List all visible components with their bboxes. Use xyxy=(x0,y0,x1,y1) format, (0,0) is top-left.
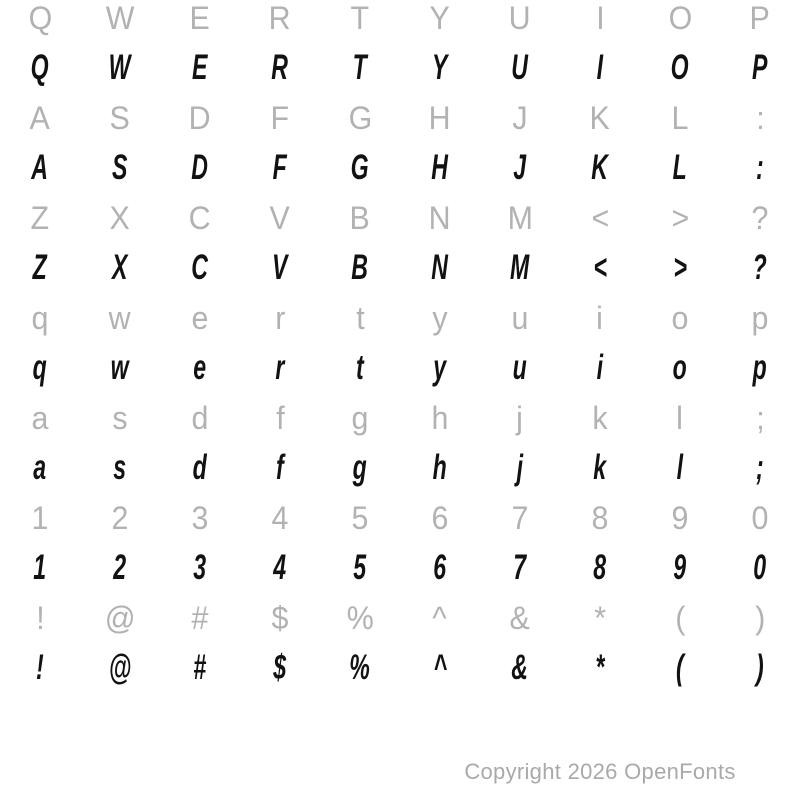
glyph: % xyxy=(349,648,371,687)
glyph-cell xyxy=(0,643,80,700)
glyph: u xyxy=(512,348,528,387)
glyph-cell xyxy=(80,443,160,500)
glyph-cell xyxy=(240,393,320,450)
specimen-row-solid xyxy=(0,643,800,693)
glyph-cell xyxy=(480,393,560,450)
glyph: h xyxy=(431,400,449,436)
glyph-cell xyxy=(80,343,160,400)
glyph-cell xyxy=(400,143,480,200)
glyph: 7 xyxy=(513,548,527,587)
glyph: 2 xyxy=(113,548,127,587)
glyph: Q xyxy=(31,48,49,87)
glyph-cell xyxy=(0,93,80,150)
glyph: Z xyxy=(32,248,48,287)
glyph: $ xyxy=(271,600,289,636)
glyph: H xyxy=(431,148,449,187)
glyph: l xyxy=(676,448,684,487)
glyph-cell xyxy=(480,93,560,150)
glyph: T xyxy=(350,0,370,36)
glyph-cell xyxy=(640,193,720,250)
glyph: P xyxy=(749,0,771,36)
glyph-cell xyxy=(720,43,800,100)
glyph-cell xyxy=(160,293,240,350)
glyph-cell xyxy=(720,593,800,650)
glyph: W xyxy=(105,0,135,36)
glyph-cell xyxy=(320,543,400,600)
glyph: i xyxy=(596,300,604,336)
glyph-cell xyxy=(640,93,720,150)
glyph: U xyxy=(509,0,531,36)
glyph-cell xyxy=(0,143,80,200)
glyph: B xyxy=(351,248,369,287)
glyph: # xyxy=(193,648,207,687)
glyph: N xyxy=(431,248,449,287)
glyph-cell xyxy=(720,143,800,200)
glyph: % xyxy=(346,600,374,636)
glyph: F xyxy=(272,148,288,187)
glyph-cell xyxy=(560,143,640,200)
glyph-cell xyxy=(240,543,320,600)
glyph-cell xyxy=(320,593,400,650)
glyph: ) xyxy=(756,648,764,687)
glyph-cell xyxy=(160,93,240,150)
specimen-row-ghost xyxy=(0,493,800,543)
glyph-cell xyxy=(160,343,240,400)
glyph: 9 xyxy=(673,548,687,587)
glyph: d xyxy=(192,448,208,487)
glyph: D xyxy=(189,100,211,136)
glyph: 0 xyxy=(753,548,767,587)
glyph-cell xyxy=(560,543,640,600)
glyph: e xyxy=(193,348,207,387)
glyph-cell xyxy=(560,193,640,250)
glyph-cell xyxy=(160,593,240,650)
glyph: W xyxy=(109,48,131,87)
glyph: w xyxy=(109,300,131,336)
glyph-cell xyxy=(80,493,160,550)
glyph-cell xyxy=(240,643,320,700)
specimen-row-ghost xyxy=(0,293,800,343)
specimen-row-solid xyxy=(0,343,800,393)
specimen-row-ghost xyxy=(0,93,800,143)
glyph-cell xyxy=(560,493,640,550)
glyph-cell xyxy=(640,293,720,350)
glyph: Z xyxy=(30,200,50,236)
glyph: S xyxy=(112,148,128,187)
glyph: X xyxy=(112,248,128,287)
glyph: J xyxy=(513,148,527,187)
glyph-cell xyxy=(80,93,160,150)
glyph-cell xyxy=(480,43,560,100)
glyph: L xyxy=(671,100,689,136)
specimen-row-solid xyxy=(0,443,800,493)
glyph: p xyxy=(752,348,768,387)
glyph: 7 xyxy=(511,500,529,536)
glyph-cell xyxy=(400,293,480,350)
glyph-cell xyxy=(0,193,80,250)
glyph: Q xyxy=(28,0,52,36)
glyph-cell xyxy=(160,143,240,200)
glyph-cell xyxy=(560,393,640,450)
glyph: A xyxy=(29,100,51,136)
glyph: y xyxy=(433,348,447,387)
glyph-cell xyxy=(320,93,400,150)
glyph: o xyxy=(672,348,688,387)
glyph-cell xyxy=(480,343,560,400)
glyph: M xyxy=(507,200,533,236)
glyph: 0 xyxy=(751,500,769,536)
glyph: * xyxy=(595,648,605,687)
glyph-cell xyxy=(560,293,640,350)
glyph-cell xyxy=(480,243,560,300)
specimen-row-ghost xyxy=(0,193,800,243)
glyph-cell xyxy=(720,493,800,550)
glyph: Y xyxy=(429,0,451,36)
glyph: & xyxy=(511,648,529,687)
glyph: J xyxy=(512,100,528,136)
glyph: 6 xyxy=(433,548,447,587)
glyph: ! xyxy=(36,648,44,687)
glyph-cell xyxy=(480,593,560,650)
glyph: ! xyxy=(35,600,45,636)
glyph-cell xyxy=(560,93,640,150)
glyph: < xyxy=(591,200,609,236)
glyph-cell xyxy=(240,143,320,200)
glyph-cell xyxy=(720,643,800,700)
glyph: 9 xyxy=(671,500,689,536)
glyph: y xyxy=(432,300,448,336)
glyph: D xyxy=(191,148,209,187)
glyph: R xyxy=(271,48,289,87)
specimen-row-ghost xyxy=(0,0,800,43)
glyph: s xyxy=(112,400,128,436)
glyph-cell xyxy=(400,93,480,150)
glyph: a xyxy=(31,400,49,436)
glyph-cell xyxy=(320,443,400,500)
glyph-cell xyxy=(640,593,720,650)
glyph-cell xyxy=(720,193,800,250)
glyph: O xyxy=(668,0,692,36)
glyph-cell xyxy=(480,643,560,700)
glyph-cell xyxy=(80,393,160,450)
glyph: X xyxy=(109,200,131,236)
glyph-cell xyxy=(0,543,80,600)
glyph: 5 xyxy=(351,500,369,536)
glyph-cell xyxy=(160,43,240,100)
glyph-cell xyxy=(160,193,240,250)
glyph-cell xyxy=(640,643,720,700)
glyph-cell xyxy=(400,443,480,500)
glyph-cell xyxy=(640,243,720,300)
glyph: 2 xyxy=(111,500,129,536)
glyph: @ xyxy=(108,648,132,687)
glyph: R xyxy=(269,0,291,36)
glyph: G xyxy=(348,100,372,136)
glyph-cell xyxy=(400,543,480,600)
glyph-cell xyxy=(0,43,80,100)
glyph-cell xyxy=(160,493,240,550)
glyph-cell xyxy=(160,543,240,600)
glyph: ( xyxy=(674,600,686,636)
glyph: : xyxy=(755,100,765,136)
glyph-cell xyxy=(720,293,800,350)
glyph: g xyxy=(352,448,368,487)
glyph-cell xyxy=(640,143,720,200)
specimen-row-ghost xyxy=(0,593,800,643)
glyph-cell xyxy=(320,393,400,450)
glyph: L xyxy=(672,148,688,187)
glyph-cell xyxy=(160,393,240,450)
glyph: ^ xyxy=(432,600,448,636)
glyph-cell xyxy=(560,343,640,400)
glyph-cell xyxy=(240,293,320,350)
glyph: ) xyxy=(754,600,766,636)
glyph: V xyxy=(272,248,288,287)
glyph-cell xyxy=(240,243,320,300)
glyph-cell xyxy=(640,493,720,550)
glyph: i xyxy=(596,348,604,387)
copyright-text: Copyright 2026 OpenFonts xyxy=(464,759,736,784)
glyph: * xyxy=(594,600,606,636)
glyph-cell xyxy=(0,393,80,450)
glyph: S xyxy=(109,100,131,136)
glyph: A xyxy=(31,148,49,187)
glyph-cell xyxy=(80,143,160,200)
glyph-cell xyxy=(720,393,800,450)
glyph-cell xyxy=(400,243,480,300)
glyph: G xyxy=(351,148,369,187)
glyph-cell xyxy=(640,443,720,500)
glyph-cell xyxy=(240,593,320,650)
glyph: ? xyxy=(751,200,769,236)
glyph-cell xyxy=(640,393,720,450)
glyph-cell xyxy=(160,443,240,500)
glyph: : xyxy=(756,148,764,187)
glyph-cell xyxy=(480,143,560,200)
glyph-cell xyxy=(720,543,800,600)
glyph: K xyxy=(589,100,611,136)
glyph-cell xyxy=(640,543,720,600)
glyph: O xyxy=(671,48,689,87)
glyph: U xyxy=(511,48,529,87)
glyph: @ xyxy=(104,600,136,636)
glyph: B xyxy=(349,200,371,236)
glyph: l xyxy=(676,400,684,436)
glyph-cell xyxy=(720,93,800,150)
glyph: 4 xyxy=(271,500,289,536)
glyph: p xyxy=(751,300,769,336)
glyph: > xyxy=(673,248,687,287)
glyph-cell xyxy=(400,393,480,450)
glyph-cell xyxy=(640,43,720,100)
glyph: f xyxy=(275,400,285,436)
glyph-cell xyxy=(0,243,80,300)
glyph: t xyxy=(356,348,364,387)
glyph: 1 xyxy=(33,548,47,587)
glyph: ? xyxy=(752,248,768,287)
glyph-cell xyxy=(80,593,160,650)
glyph: t xyxy=(355,300,365,336)
glyph-cell xyxy=(400,343,480,400)
glyph-cell xyxy=(320,293,400,350)
glyph-cell xyxy=(0,443,80,500)
glyph: r xyxy=(275,348,285,387)
glyph-cell xyxy=(560,243,640,300)
glyph: f xyxy=(276,448,284,487)
glyph-cell xyxy=(80,193,160,250)
glyph: K xyxy=(591,148,609,187)
glyph-cell xyxy=(320,643,400,700)
glyph-cell xyxy=(240,493,320,550)
glyph-cell xyxy=(320,493,400,550)
glyph-cell xyxy=(400,193,480,250)
glyph: # xyxy=(191,600,209,636)
glyph-cell xyxy=(0,343,80,400)
glyph: w xyxy=(111,348,129,387)
glyph-cell xyxy=(400,593,480,650)
glyph-cell xyxy=(320,243,400,300)
glyph: 5 xyxy=(353,548,367,587)
glyph-cell xyxy=(560,643,640,700)
glyph-cell xyxy=(80,643,160,700)
glyph-cell xyxy=(640,343,720,400)
glyph-cell xyxy=(320,43,400,100)
glyph-cell xyxy=(160,643,240,700)
glyph-cell xyxy=(80,43,160,100)
glyph: > xyxy=(671,200,689,236)
specimen-row-solid xyxy=(0,143,800,193)
glyph-cell xyxy=(80,543,160,600)
glyph: F xyxy=(270,100,290,136)
glyph: N xyxy=(429,200,451,236)
glyph: ; xyxy=(756,448,764,487)
glyph: ^ xyxy=(433,648,447,687)
glyph: $ xyxy=(273,648,287,687)
glyph-cell xyxy=(240,443,320,500)
glyph: g xyxy=(351,400,369,436)
glyph: q xyxy=(31,300,49,336)
glyph-cell xyxy=(720,443,800,500)
glyph: & xyxy=(509,600,531,636)
glyph: ( xyxy=(676,648,684,687)
glyph: 3 xyxy=(191,500,209,536)
glyph: M xyxy=(510,248,530,287)
glyph: u xyxy=(511,300,529,336)
glyph-cell xyxy=(0,293,80,350)
glyph: j xyxy=(516,400,524,436)
glyph-cell xyxy=(320,343,400,400)
glyph-cell xyxy=(0,493,80,550)
glyph-cell xyxy=(400,643,480,700)
glyph: 4 xyxy=(273,548,287,587)
glyph: < xyxy=(593,248,607,287)
glyph: 3 xyxy=(193,548,207,587)
glyph-cell xyxy=(400,43,480,100)
glyph-cell xyxy=(320,193,400,250)
glyph: ; xyxy=(755,400,765,436)
specimen-row-solid xyxy=(0,243,800,293)
glyph: s xyxy=(113,448,127,487)
glyph: C xyxy=(189,200,211,236)
glyph: k xyxy=(592,400,608,436)
glyph: I xyxy=(596,48,604,87)
glyph-cell xyxy=(80,293,160,350)
glyph-cell xyxy=(80,243,160,300)
glyph: k xyxy=(593,448,607,487)
glyph: 8 xyxy=(591,500,609,536)
glyph: o xyxy=(671,300,689,336)
glyph-cell xyxy=(480,443,560,500)
glyph: 6 xyxy=(431,500,449,536)
glyph: 8 xyxy=(593,548,607,587)
specimen-row-solid xyxy=(0,543,800,593)
glyph: V xyxy=(269,200,291,236)
glyph-cell xyxy=(480,293,560,350)
glyph: e xyxy=(191,300,209,336)
glyph-cell xyxy=(320,143,400,200)
glyph: Y xyxy=(432,48,448,87)
glyph-cell xyxy=(240,43,320,100)
glyph-cell xyxy=(480,193,560,250)
glyph-cell xyxy=(240,193,320,250)
glyph: E xyxy=(192,48,208,87)
glyph-cell xyxy=(720,343,800,400)
glyph: E xyxy=(189,0,211,36)
glyph: r xyxy=(274,300,286,336)
glyph-cell xyxy=(480,543,560,600)
glyph-cell xyxy=(0,593,80,650)
glyph-cell xyxy=(240,343,320,400)
glyph: d xyxy=(191,400,209,436)
glyph: C xyxy=(191,248,209,287)
glyph: P xyxy=(752,48,768,87)
glyph-cell xyxy=(240,93,320,150)
glyph-cell xyxy=(160,243,240,300)
glyph-cell xyxy=(560,43,640,100)
glyph: T xyxy=(352,48,368,87)
specimen-row-solid xyxy=(0,43,800,93)
glyph-cell xyxy=(560,593,640,650)
glyph-cell xyxy=(480,493,560,550)
glyph: j xyxy=(516,448,524,487)
glyph: h xyxy=(432,448,448,487)
glyph-cell xyxy=(400,493,480,550)
glyph: a xyxy=(33,448,47,487)
glyph: H xyxy=(429,100,451,136)
glyph: q xyxy=(32,348,48,387)
glyph: I xyxy=(595,0,605,36)
glyph-cell xyxy=(560,443,640,500)
glyph-cell xyxy=(720,243,800,300)
glyph: 1 xyxy=(31,500,49,536)
specimen-row-ghost xyxy=(0,393,800,443)
